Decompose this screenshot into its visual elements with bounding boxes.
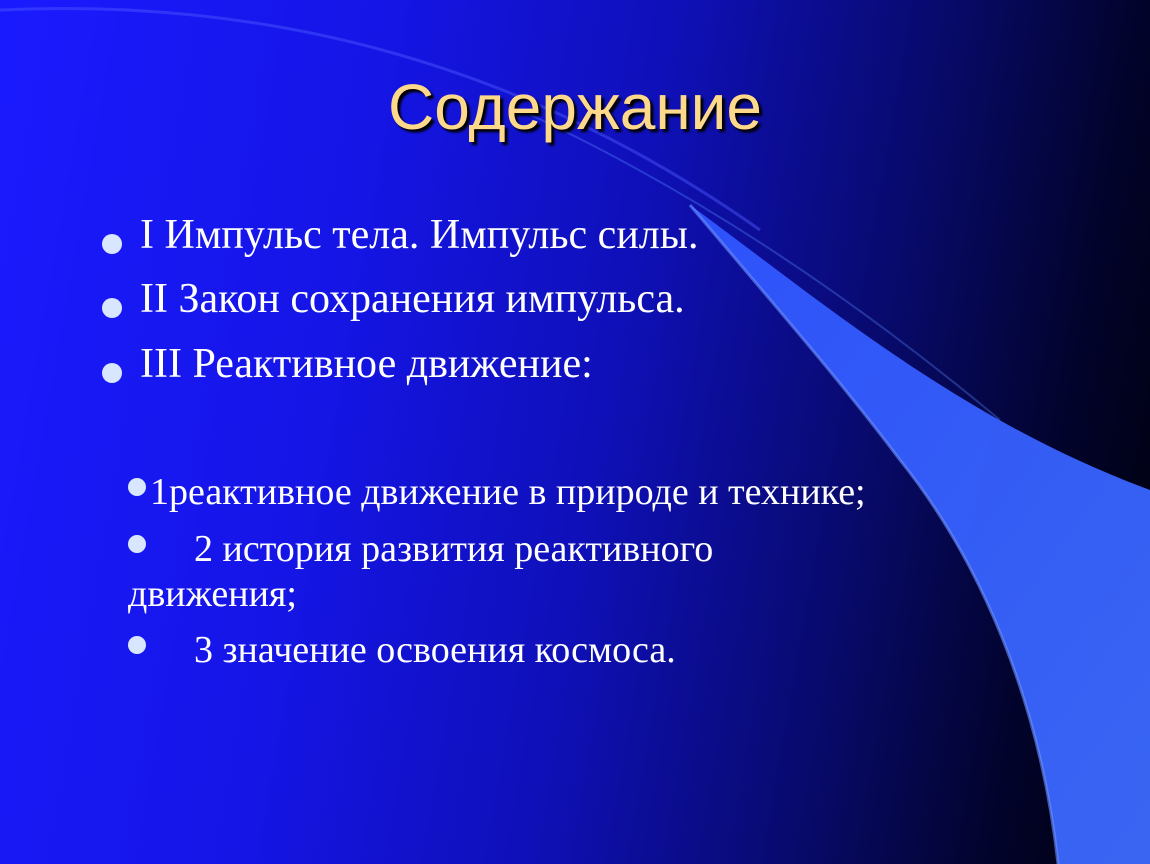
bullet-dot-icon <box>102 363 122 383</box>
list-item <box>100 210 960 260</box>
list-item <box>100 274 960 324</box>
list-item-label: III Реактивное движение: <box>140 340 593 387</box>
bullet-dot-icon <box>128 535 146 553</box>
bullet-dot-icon <box>128 478 146 496</box>
sub-list-item <box>128 527 888 617</box>
list-item <box>100 339 960 389</box>
sub-list <box>128 470 888 685</box>
main-list <box>100 210 960 403</box>
sub-list-item <box>128 470 888 515</box>
slide-title: Содержание <box>387 71 763 143</box>
bullet-dot-icon <box>102 234 122 254</box>
list-item-label: II Закон сохранения импульса. <box>140 276 685 323</box>
sub-list-item-label: 3 значение освоения космоса. <box>194 629 676 672</box>
bullet-dot-icon <box>128 636 146 654</box>
sub-list-item-label: 1реактивное движение в природе и технике; <box>150 471 866 513</box>
sub-list-item <box>128 628 888 673</box>
sub-list-item-label: 2 история развития реактивного движения; <box>128 527 714 615</box>
list-item-label: I Импульс тела. Импульс силы. <box>140 212 699 258</box>
bullet-dot-icon <box>102 298 122 318</box>
